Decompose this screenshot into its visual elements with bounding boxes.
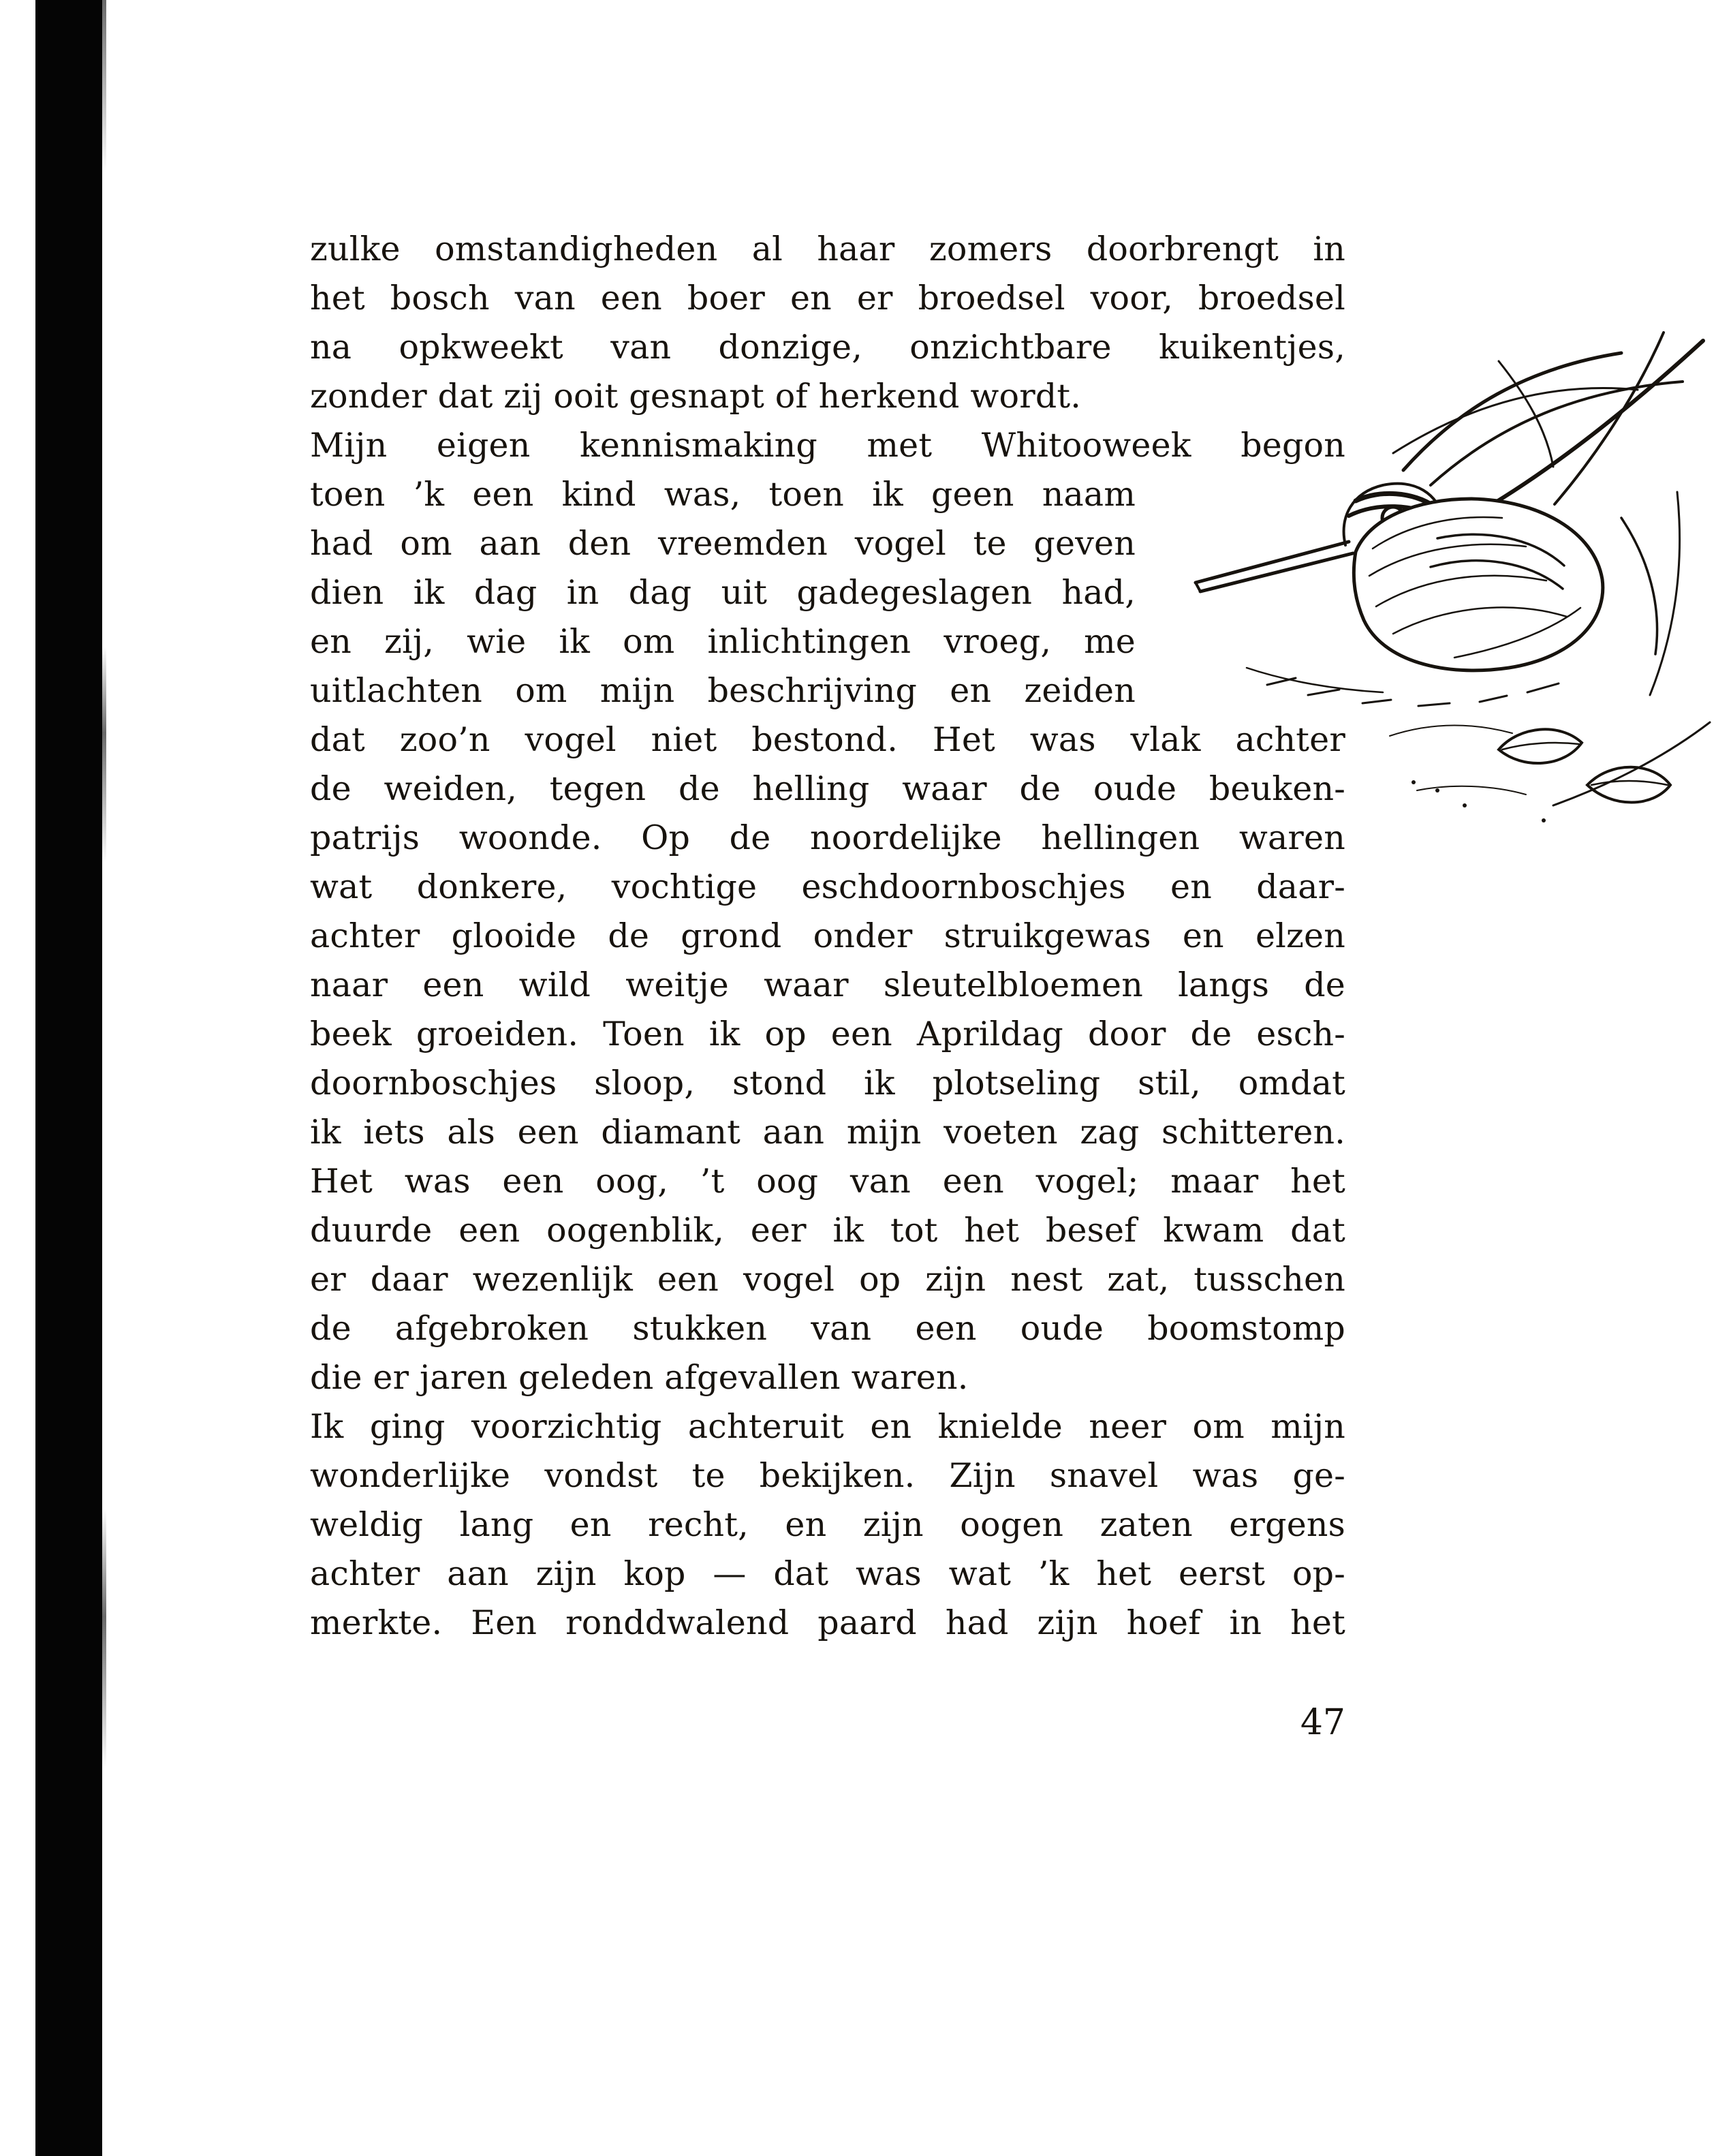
text-line: ik iets als een diamant aan mijn voeten zag schitteren. xyxy=(310,1113,1345,1152)
text-line: na opkweekt van donzige, onzichtbare kuikentjes, xyxy=(310,328,1345,367)
text-line: dat zoo’n vogel niet bestond. Het was vlak achter xyxy=(310,720,1345,759)
text-line: wat donkere, vochtige eschdoornboschjes en daar- xyxy=(310,867,1345,906)
text-line: Het was een oog, ’t oog van een vogel; maar het xyxy=(310,1162,1345,1201)
text-line: de afgebroken stukken van een oude boomstomp xyxy=(310,1309,1345,1348)
text-line: weldig lang en recht, en zijn oogen zaten ergens xyxy=(310,1505,1345,1544)
text-line: zonder dat zij ooit gesnapt of herkend wordt. xyxy=(310,377,1082,416)
page-number: 47 xyxy=(1300,1702,1345,1743)
text-line: patrijs woonde. Op de noordelijke hellingen waren xyxy=(310,818,1345,857)
text-line: merkte. Een ronddwalend paard had zijn hoef in het xyxy=(310,1603,1345,1642)
text-line: er daar wezenlijk een vogel op zijn nest zat, tusschen xyxy=(310,1260,1345,1299)
text-line: had om aan den vreemden vogel te geven xyxy=(310,524,1136,563)
text-line: achter aan zijn kop — dat was wat ’k het eerst op- xyxy=(310,1554,1345,1593)
woodcock-illustration-svg xyxy=(1144,313,1724,865)
text-line: doornboschjes sloop, stond ik plotseling stil, omdat xyxy=(310,1064,1345,1103)
text-line: naar een wild weitje waar sleutelbloemen langs de xyxy=(310,966,1345,1004)
text-line: en zij, wie ik om inlichtingen vroeg, me xyxy=(310,622,1136,661)
text-line: het bosch van een boer en er broedsel voor, broedsel xyxy=(310,279,1345,318)
text-line: de weiden, tegen de helling waar de oude beuken- xyxy=(310,769,1345,808)
text-line: dien ik dag in dag uit gadegeslagen had, xyxy=(310,573,1136,612)
text-line: Ik ging voorzichtig achteruit en knielde neer om mijn xyxy=(310,1407,1345,1446)
text-line: toen ’k een kind was, toen ik geen naam xyxy=(310,475,1136,514)
binding-edge xyxy=(35,0,102,2156)
woodcock-illustration xyxy=(1144,313,1724,865)
text-line: zulke omstandigheden al haar zomers doorbrengt in xyxy=(310,230,1345,268)
text-line: beek groeiden. Toen ik op een Aprildag door de esch- xyxy=(310,1015,1345,1053)
text-line: wonderlijke vondst te bekijken. Zijn snavel was ge- xyxy=(310,1456,1345,1495)
text-line: Mijn eigen kennismaking met Whitooweek begon xyxy=(310,426,1345,465)
text-line: duurde een oogenblik, eer ik tot het besef kwam dat xyxy=(310,1211,1345,1250)
text-line: achter glooide de grond onder struikgewas en elzen xyxy=(310,917,1345,955)
text-line: uitlachten om mijn beschrijving en zeiden xyxy=(310,671,1136,710)
text-line: die er jaren geleden afgevallen waren. xyxy=(310,1358,969,1397)
